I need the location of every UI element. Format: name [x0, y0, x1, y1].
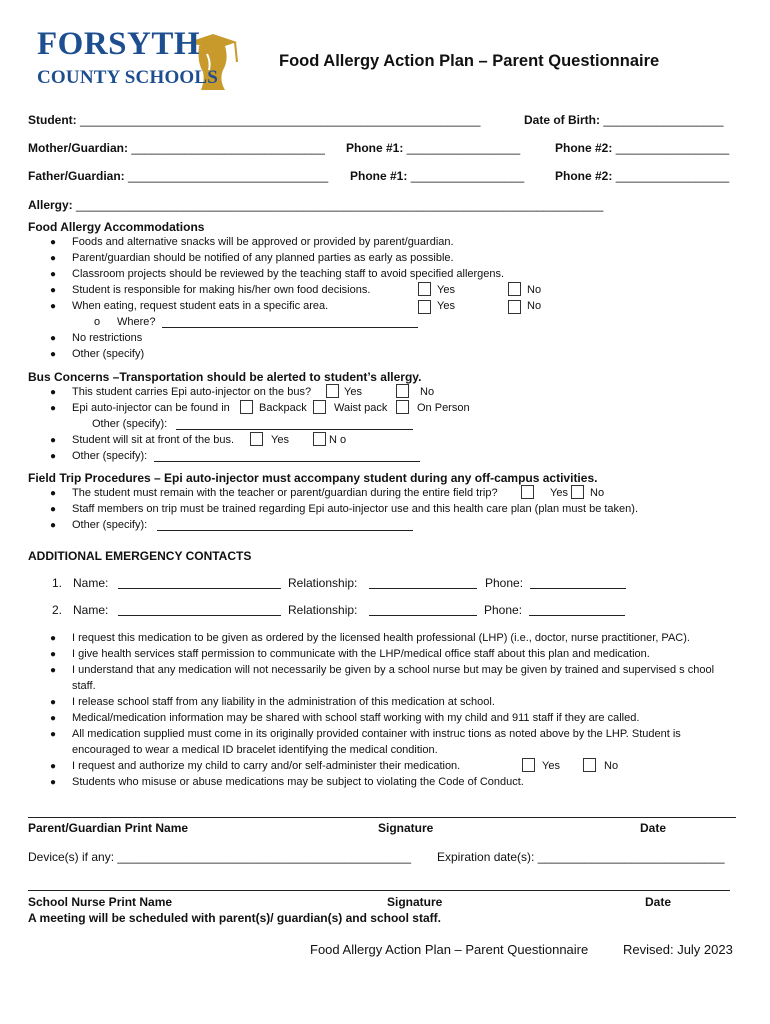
bus-other2-field[interactable] — [154, 461, 420, 462]
contact-relationship-field[interactable] — [369, 588, 477, 589]
page-title: Food Allergy Action Plan – Parent Questionnaire — [279, 52, 660, 70]
backpack-checkbox[interactable] — [240, 400, 253, 414]
where-field[interactable] — [162, 327, 418, 328]
sub-bullet: o — [94, 316, 101, 328]
consent-item-continuation: staff. — [72, 680, 96, 692]
bullet: ● — [50, 649, 57, 660]
bullet: ● — [50, 285, 57, 296]
mother-phone2-field[interactable]: _________________ — [615, 141, 730, 155]
bus-carries-text: This student carries Epi auto-injector on the bus? — [72, 386, 312, 398]
bullet: ● — [50, 697, 57, 708]
specific-area-no-checkbox[interactable] — [508, 300, 521, 314]
logo-line-1: FORSYTH — [37, 26, 201, 62]
allergy-field[interactable]: _______________________________________________________________________________ — [76, 198, 604, 212]
bus-other-field[interactable] — [176, 429, 413, 430]
contact-relationship-label: Relationship: — [288, 603, 358, 617]
on-person-label: On Person — [417, 402, 470, 414]
contact-phone-label: Phone: — [485, 576, 524, 590]
student-field[interactable]: ____________________________________________________________ — [80, 113, 481, 127]
bullet: ● — [50, 504, 57, 515]
devices-field[interactable]: ____________________________________________ — [117, 850, 412, 864]
nurse-signature-line[interactable] — [28, 890, 730, 891]
accommodation-item: Classroom projects should be reviewed by the teaching staff to avoid specified allergens. — [72, 268, 505, 280]
self-administer-no-checkbox[interactable] — [583, 758, 596, 772]
bullet: ● — [50, 403, 57, 414]
specific-area-yes-label: Yes — [437, 300, 455, 312]
bus-carries-no-label: No — [420, 386, 435, 398]
food-decisions-no-checkbox[interactable] — [508, 282, 521, 296]
waist-pack-checkbox[interactable] — [313, 400, 326, 414]
contacts-heading: ADDITIONAL EMERGENCY CONTACTS — [28, 549, 252, 563]
field-trip-no-label: No — [590, 487, 605, 499]
contact-number: 1. — [52, 576, 63, 590]
parent-signature-label: Signature — [378, 821, 434, 835]
father-phone2-label: Phone #2: _________________ — [555, 169, 730, 183]
bullet: ● — [50, 777, 57, 788]
self-administer-yes-checkbox[interactable] — [522, 758, 535, 772]
expiration-label: Expiration date(s): ____________________________ — [437, 850, 725, 864]
father-phone2-field[interactable]: _________________ — [615, 169, 730, 183]
field-trip-no-checkbox[interactable] — [571, 485, 584, 499]
bullet: ● — [50, 333, 57, 344]
parent-date-label: Date — [640, 821, 667, 835]
consent-item: I release school staff from any liability in the administration of this medication at school. — [72, 696, 495, 708]
bus-front-no-checkbox[interactable] — [313, 432, 326, 446]
bullet: ● — [50, 633, 57, 644]
bullet: ● — [50, 237, 57, 248]
consent-item: I give health services staff permission to communicate with the LHP/medical office staff about this plan and medication. — [72, 648, 650, 660]
self-administer-yes-label: Yes — [542, 760, 560, 772]
father-field[interactable]: ______________________________ — [128, 169, 329, 183]
bus-heading: Bus Concerns –Transportation should be alerted to student’s allergy. — [28, 370, 422, 384]
contact-phone-field[interactable] — [530, 588, 626, 589]
bullet: ● — [50, 387, 57, 398]
contact-relationship-field[interactable] — [369, 615, 477, 616]
bullet: ● — [50, 349, 57, 360]
bus-front-yes-label: Yes — [271, 434, 289, 446]
consent-item: I understand that any medication will not necessarily be given by a school nurse but may be given by trained and supervised s chool — [72, 664, 715, 676]
nurse-print-name-label: School Nurse Print Name — [28, 895, 173, 909]
accommodations-heading: Food Allergy Accommodations — [28, 220, 205, 234]
contact-name-field[interactable] — [118, 588, 281, 589]
expiration-field[interactable]: ____________________________ — [537, 850, 725, 864]
father-phone1-label: Phone #1: _________________ — [350, 169, 525, 183]
meeting-note: A meeting will be scheduled with parent(s)/ guardian(s) and school staff. — [28, 911, 441, 925]
parent-signature-line[interactable] — [28, 817, 736, 818]
mother-phone1-label: Phone #1: _________________ — [346, 141, 521, 155]
on-person-checkbox[interactable] — [396, 400, 409, 414]
dob-field[interactable]: __________________ — [603, 113, 724, 127]
bullet: ● — [50, 488, 57, 499]
mother-phone2-label: Phone #2: _________________ — [555, 141, 730, 155]
accommodation-item: When eating, request student eats in a specific area. — [72, 300, 329, 312]
contact-number: 2. — [52, 603, 63, 617]
parent-print-name-label: Parent/Guardian Print Name — [28, 821, 189, 835]
bus-carries-no-checkbox[interactable] — [396, 384, 409, 398]
consent-item: I request and authorize my child to carry and/or self-administer their medication. — [72, 760, 461, 772]
father-label: Father/Guardian: ______________________________ — [28, 169, 329, 183]
bus-found-in-text: Epi auto-injector can be found in — [72, 402, 230, 414]
food-decisions-yes-label: Yes — [437, 284, 455, 296]
waist-pack-label: Waist pack — [334, 402, 388, 414]
consent-item: Medical/medication information may be shared with school staff working with my child and 911 staff if they are called. — [72, 712, 640, 724]
bus-other-label: Other (specify): — [92, 418, 168, 430]
logo-line-2: COUNTY SCHOOLS — [37, 67, 219, 88]
accommodation-item: Parent/guardian should be notified of any planned parties as early as possible. — [72, 252, 454, 264]
contact-name-field[interactable] — [118, 615, 281, 616]
contact-name-label: Name: — [73, 603, 109, 617]
consent-item-continuation: encouraged to wear a medical ID bracelet identifying the medical condition. — [72, 744, 438, 756]
footer-title: Food Allergy Action Plan – Parent Questionnaire — [310, 942, 589, 957]
father-phone1-field[interactable]: _________________ — [410, 169, 525, 183]
bullet: ● — [50, 301, 57, 312]
accommodation-item: No restrictions — [72, 332, 143, 344]
devices-label: Device(s) if any: ____________________________________________ — [28, 850, 412, 864]
bus-front-yes-checkbox[interactable] — [250, 432, 263, 446]
field-trip-remain-text: The student must remain with the teacher or parent/guardian during the entire field trip? — [72, 487, 498, 499]
contact-name-label: Name: — [73, 576, 109, 590]
nurse-signature-label: Signature — [387, 895, 443, 909]
bullet: ● — [50, 253, 57, 264]
contact-phone-label: Phone: — [484, 603, 523, 617]
bus-carries-yes-checkbox[interactable] — [326, 384, 339, 398]
bus-front-no-label: N o — [329, 434, 347, 446]
bullet: ● — [50, 729, 57, 740]
backpack-label: Backpack — [259, 402, 307, 414]
field-trip-trained-text: Staff members on trip must be trained regarding Epi auto-injector use and this health care plan (plan must be taken). — [72, 503, 638, 515]
bullet: ● — [50, 520, 57, 531]
where-label: Where? — [117, 316, 156, 328]
footer-revised: Revised: July 2023 — [623, 942, 733, 957]
bus-front-text: Student will sit at front of the bus. — [72, 434, 235, 446]
bullet: ● — [50, 435, 57, 446]
contact-relationship-label: Relationship: — [288, 576, 358, 590]
bullet: ● — [50, 451, 57, 462]
accommodation-item: Other (specify) — [72, 348, 145, 360]
bullet: ● — [50, 761, 57, 772]
bullet: ● — [50, 713, 57, 724]
consent-item: All medication supplied must come in its originally provided container with instruc tions as noted above by the LHP. Student is — [72, 728, 681, 740]
field-trip-yes-label: Yes — [550, 487, 568, 499]
dob-label: Date of Birth: __________________ — [524, 113, 724, 127]
nurse-date-label: Date — [645, 895, 672, 909]
consent-item: I request this medication to be given as ordered by the licensed health professional (LHP) (i.e., doctor, nurse practitioner, PAC). — [72, 632, 690, 644]
accommodation-item: Student is responsible for making his/her own food decisions. — [72, 284, 371, 296]
mother-label: Mother/Guardian: _____________________________ — [28, 141, 325, 155]
accommodation-item: Foods and alternative snacks will be approved or provided by parent/guardian. — [72, 236, 454, 248]
field-trip-other-field[interactable] — [157, 530, 413, 531]
field-trip-yes-checkbox[interactable] — [521, 485, 534, 499]
field-trip-heading: Field Trip Procedures – Epi auto-injector must accompany student during any off-campus activities. — [28, 471, 598, 485]
bullet: ● — [50, 665, 57, 676]
field-trip-other-label: Other (specify): — [72, 519, 148, 531]
specific-area-no-label: No — [527, 300, 542, 312]
bus-carries-yes-label: Yes — [344, 386, 362, 398]
consent-item: Students who misuse or abuse medications may be subject to violating the Code of Conduct. — [72, 776, 524, 788]
allergy-label: Allergy: _______________________________________________________________________________ — [28, 198, 604, 212]
mother-phone1-field[interactable]: _________________ — [406, 141, 521, 155]
mother-field[interactable]: _____________________________ — [131, 141, 325, 155]
bus-other2-label: Other (specify): — [72, 450, 148, 462]
bullet: ● — [50, 269, 57, 280]
food-decisions-yes-checkbox[interactable] — [418, 282, 431, 296]
contact-phone-field[interactable] — [529, 615, 625, 616]
self-administer-no-label: No — [604, 760, 619, 772]
food-decisions-no-label: No — [527, 284, 542, 296]
specific-area-yes-checkbox[interactable] — [418, 300, 431, 314]
student-label: Student: ____________________________________________________________ — [28, 113, 481, 127]
